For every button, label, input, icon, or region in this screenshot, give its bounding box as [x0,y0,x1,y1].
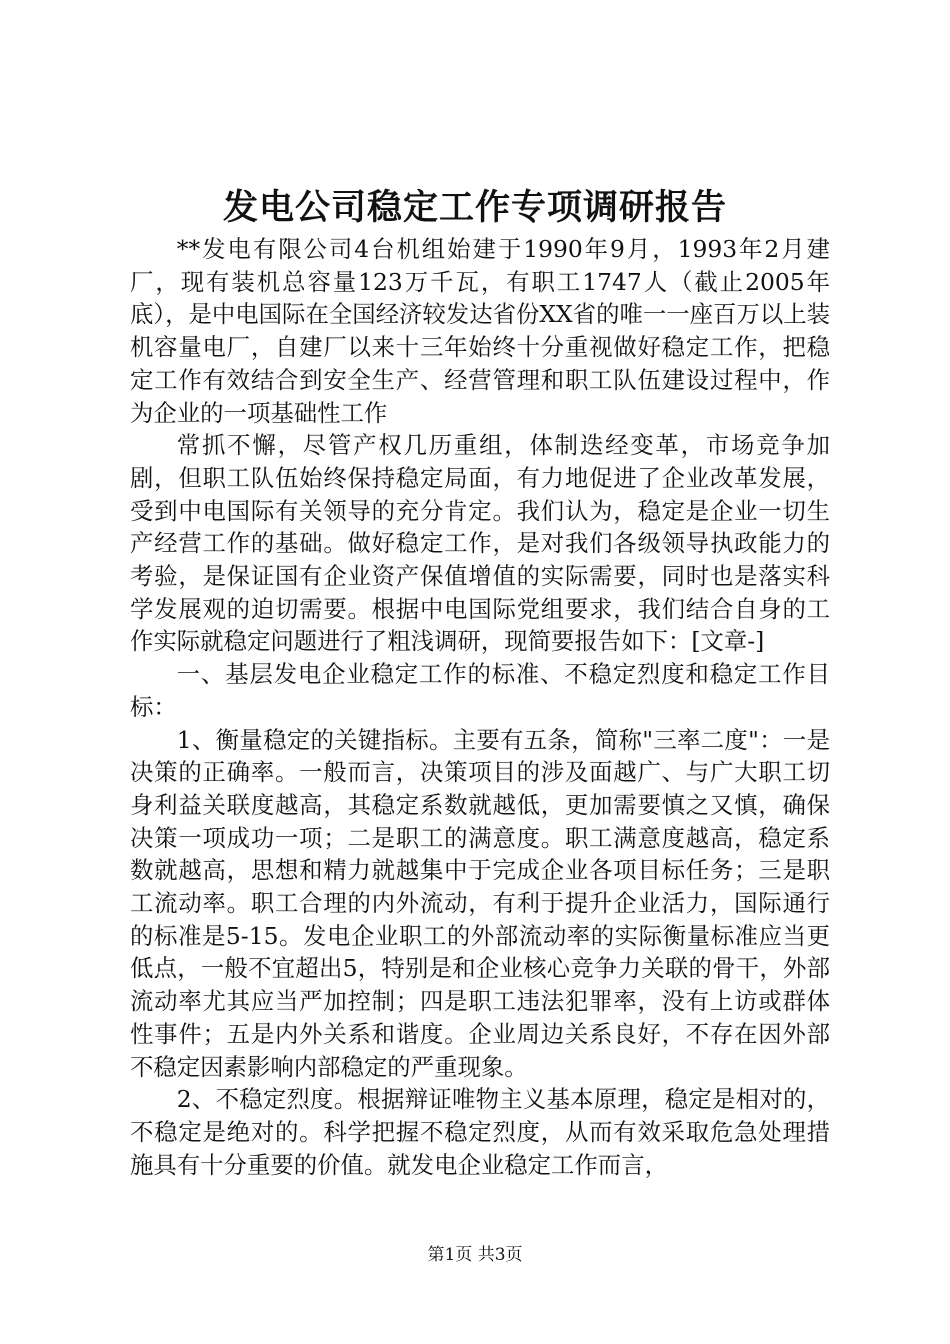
paragraph: 1、衡量稳定的关键指标。主要有五条，简称"三率二度"：一是决策的正确率。一般而言，决策项目的涉及面越广、与广大职工切身利益关联度越高，其稳定系数就越低，更加需要慎之又慎，确保决策一项成功一项；二是职工的满意度。职工满意度越高，稳定系数就越高，思想和精力就越集中于完成企业各项目标任务；三是职工流动率。职工合理的内外流动，有利于提升企业活力，国际通行的标准是5-15。发电企业职工的外部流动率的实际衡量标准应当更低点，一般不宜超出5，特别是和企业核心竞争力关联的骨干，外部流动率尤其应当严加控制；四是职工违法犯罪率，没有上访或群体性事件；五是内外关系和谐度。企业周边关系良好，不存在因外部不稳定因素影响内部稳定的严重现象。 [130,725,830,1081]
document-body [130,233,830,1181]
paragraph: **发电有限公司4台机组始建于1990年9月，1993年2月建厂，现有装机总容量123万千瓦，有职工1747人（截止2005年底），是中电国际在全国经济较发达省份XX省的唯一一座百万以上装机容量电厂，自建厂以来十三年始终十分重视做好稳定工作，把稳定工作有效结合到安全生产、经营管理和职工队伍建设过程中，作为企业的一项基础性工作 [130,235,830,427]
paragraph: 一、基层发电企业稳定工作的标准、不稳定烈度和稳定工作目标： [130,660,830,721]
document-title: 发电公司稳定工作专项调研报告 [222,187,727,228]
page-number-footer: 第1页 共3页 [427,1245,523,1265]
paragraph: 2、不稳定烈度。根据辩证唯物主义基本原理，稳定是相对的，不稳定是绝对的。科学把握不稳定烈度，从而有效采取危急处理措施具有十分重要的价值。就发电企业稳定工作而言， [130,1085,830,1179]
paragraph: 常抓不懈，尽管产权几历重组，体制迭经变革，市场竞争加剧，但职工队伍始终保持稳定局面，有力地促进了企业改革发展，受到中电国际有关领导的充分肯定。我们认为，稳定是企业一切生产经营工作的基础。做好稳定工作，是对我们各级领导执政能力的考验，是保证国有企业资产保值增值的实际需要，同时也是落实科学发展观的迫切需要。根据中电国际党组要求，我们结合自身的工作实际就稳定问题进行了粗浅调研，现简要报告如下：[文章-] [130,431,830,656]
